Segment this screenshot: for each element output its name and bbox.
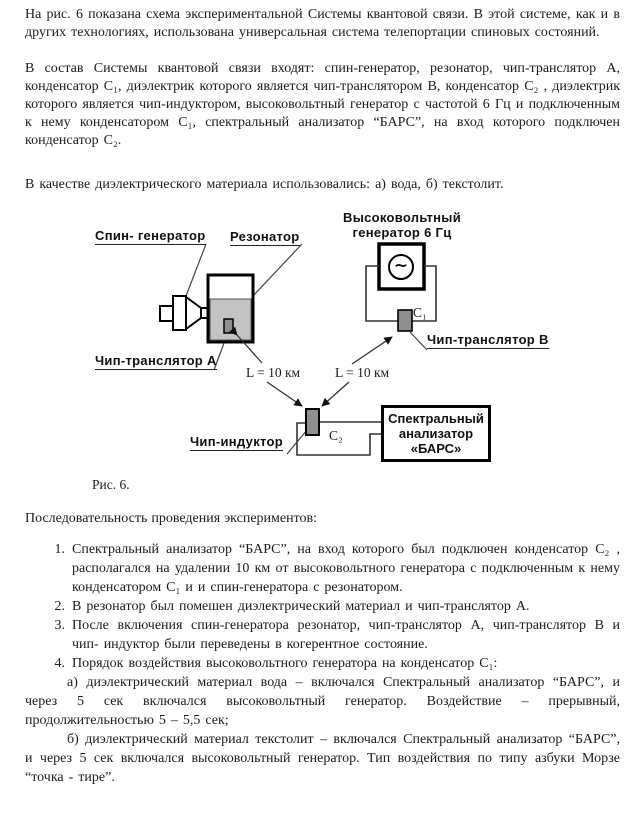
sequence-heading: Последовательность проведения экспериментов: bbox=[25, 511, 318, 526]
resonator-label: Резонатор bbox=[230, 229, 300, 244]
capacitor-c1-label: C₁ bbox=[413, 305, 427, 320]
chip-translator-b-leader-line bbox=[410, 332, 427, 350]
chip-inductor-element bbox=[306, 409, 319, 435]
distance-left-label: L = 10 км bbox=[246, 365, 301, 380]
distance-line-left-lower bbox=[267, 382, 302, 406]
experiment-step-2: 2. В резонатор был помешен диэлектрический материал и чип-транслятор А. bbox=[70, 597, 620, 616]
chip-translator-a-label: Чип-транслятор А bbox=[95, 353, 217, 368]
distance-right-label: L = 10 км bbox=[335, 365, 390, 380]
spin-generator-leader-line bbox=[186, 244, 206, 296]
substep-b-paragraph: б) диэлектрический материал текстолит – включался Спектральный анализатор “БАРС”, и через 5 сек включался высоковольтный генератор. Тип воздействия по типу азбуки Морзе “точка - тире”. bbox=[25, 732, 620, 785]
analyzer-label-line3: «БАРС» bbox=[410, 441, 462, 456]
capacitor-c2-label: C₂ bbox=[329, 428, 343, 443]
spin-generator-stub bbox=[160, 306, 174, 321]
spectrum-analyzer-box bbox=[381, 405, 491, 462]
intro-paragraph: На рис. 6 показана схема экспериментальной Системы квантовой связи. В этой системе, как и в других технологиях, использована универсальная система телепортации спиновых состояний. bbox=[25, 7, 620, 40]
spin-generator-horn bbox=[186, 297, 201, 329]
figure-caption: Рис. 6. bbox=[92, 477, 130, 492]
ac-source-symbol: ~ bbox=[393, 256, 409, 276]
spin-generator-label: Спин- генератор bbox=[95, 228, 206, 243]
figure-6-diagram bbox=[0, 210, 644, 510]
hv-generator-label-line2: генератор 6 Гц bbox=[352, 225, 452, 240]
chip-translator-a-element bbox=[224, 319, 233, 333]
analyzer-label-line1: Спектральный bbox=[388, 411, 484, 426]
experiment-step-3: 3. После включения спин-генератора резонатор, чип-транслятор А, чип-транслятор В и чип- индуктор были переведены в когерентное состояние. bbox=[70, 616, 620, 654]
distance-line-right-lower bbox=[322, 382, 349, 406]
chip-inductor-label: Чип-индуктор bbox=[190, 434, 283, 449]
spin-generator-body bbox=[173, 296, 186, 330]
materials-paragraph: В качестве диэлектрического материала использовались: а) вода, б) текстолит. bbox=[25, 177, 504, 192]
hv-generator-label-line1: Высоковольтный bbox=[343, 210, 461, 225]
substep-a-paragraph: а) диэлектрический материал вода – включался Спектральный анализатор “БАРС”, и через 5 сек включался высоковольтный генератор. Воздействие – прерывный, продолжительностью 5 – 5,5 сек; bbox=[25, 675, 620, 728]
resonator-leader-line bbox=[251, 244, 302, 298]
chip-translator-b-label: Чип-транслятор В bbox=[427, 332, 549, 347]
composition-paragraph: В состав Системы квантовой связи входят: спин-генератор, резонатор, чип-транслятор А, конденсатор C₁, диэлектрик которого является чип-транслятором В, конденсатор C₂ , диэлектрик которого является чип-индуктором, высоковольтный генератор с частотой 6 Гц и подключенным к нему конденсатором C₁, спектральный анализатор “БАРС”, на вход которого подключен конденсатор C₂. bbox=[25, 61, 620, 148]
capacitor-c1-element bbox=[398, 310, 412, 331]
distance-line-right-upper bbox=[352, 337, 392, 364]
experiment-step-4: 4. Порядок воздействия высоковольтного генератора на конденсатор C₁: bbox=[70, 654, 620, 673]
analyzer-label-line2: анализатор bbox=[398, 426, 474, 441]
experiment-step-1: 1. Спектральный анализатор “БАРС”, на вход которого был подключен конденсатор C₂ , располагался на удалении 10 км от высоковольтного генератора с подключенным к нему конденсатором C₁ и и спин-генератора с резонатором. bbox=[70, 540, 620, 597]
experiment-steps-list bbox=[25, 540, 620, 673]
